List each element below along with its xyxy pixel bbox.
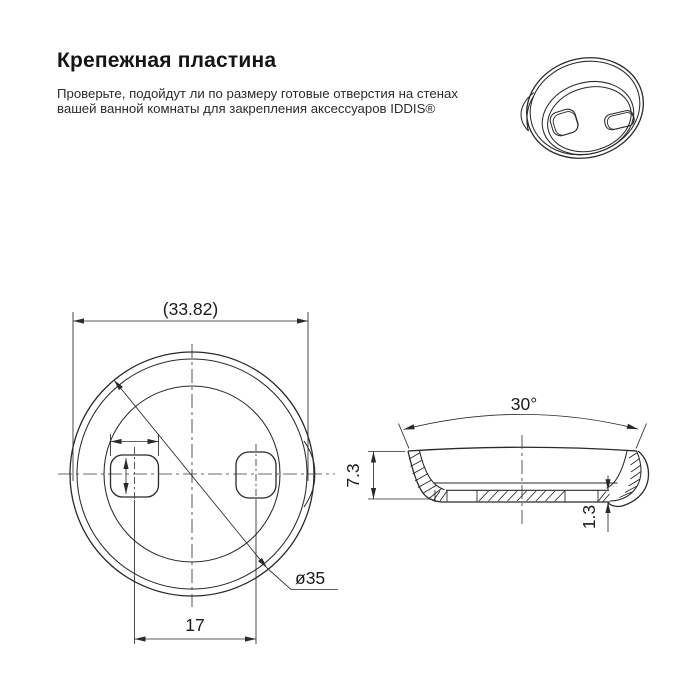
dimension-height-label: 7.3 [343, 463, 363, 488]
illustration-outer-rim [515, 44, 656, 172]
dimension-hole-spacing [135, 500, 257, 644]
illustration-left-slot [548, 107, 580, 138]
dimension-overall-diameter [73, 299, 308, 481]
section-top-edge [408, 447, 637, 451]
illustration-rim-edge [519, 48, 651, 167]
dimension-angle-label: 30° [510, 394, 538, 414]
side-view [343, 394, 649, 532]
front-left-hole [111, 455, 159, 497]
dimension-overall-diameter-label: (33.82) [162, 299, 219, 319]
page-title: Крепежная пластина [57, 49, 277, 72]
section-left-wall-inner [420, 451, 445, 490]
illustration-inner-floor [540, 77, 639, 161]
section-right-wall-outer [608, 451, 649, 506]
section-base-hatching [433, 491, 610, 502]
dimension-base-thickness [579, 476, 608, 533]
dimension-base-thickness-label: 1.3 [579, 504, 599, 530]
dimension-diameter-label: ø35 [295, 568, 326, 588]
dimension-angle [399, 394, 647, 449]
section-left-wall-hatching [409, 453, 442, 499]
subtitle-line-2: вашей ванной комнаты для закрепления аксессуаров IDDIS® [57, 101, 436, 117]
section-left-wall-outer [408, 451, 610, 502]
subtitle-line-1: Проверьте, подойдут ли по размеру готовые отверстия на стенах [57, 86, 458, 101]
dimension-height [343, 452, 431, 500]
front-view [58, 299, 338, 644]
dimension-diameter-callout [114, 380, 338, 590]
section-right-wall-hatching [620, 453, 642, 498]
product-illustration [515, 44, 656, 172]
dimension-hole-spacing-label: 17 [185, 615, 205, 635]
